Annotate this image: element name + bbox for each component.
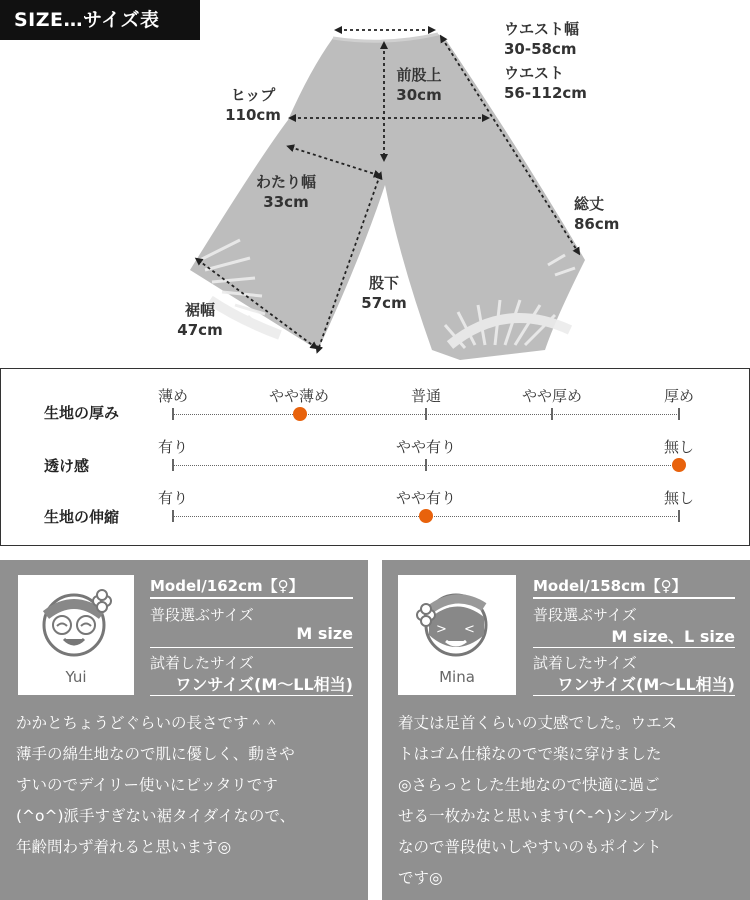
divider (533, 694, 735, 696)
divider (150, 646, 353, 648)
scale-label: やや薄め (268, 387, 330, 405)
hem-label: 裾幅 47cm (177, 301, 223, 339)
scale-label: 厚め (663, 387, 695, 405)
length-label: 総丈 86cm (574, 195, 620, 233)
scale-label: やや有り (395, 438, 457, 456)
waist-width-label: ウエスト幅 30-58cm (504, 20, 580, 58)
model-info: Model/162cm【♀】 (150, 575, 353, 599)
tried-size-value: ワンサイズ(M〜LL相当) (175, 675, 353, 694)
scale-label: やや厚め (521, 387, 583, 405)
scale-label: 普通 (410, 387, 442, 405)
transparency-label: 透け感 (44, 457, 90, 475)
front-rise-label: 前股上 30cm (396, 66, 442, 104)
thickness-label: 生地の厚み (44, 404, 120, 422)
model-name: Mina (439, 668, 475, 686)
stretch-label: 生地の伸縮 (44, 508, 120, 526)
model-info: Model/158cm【♀】 (533, 575, 735, 599)
page-title: SIZE…サイズ表 (0, 0, 200, 40)
transparency-marker (672, 458, 686, 472)
scale-tick (172, 510, 174, 522)
stretch-marker (419, 509, 433, 523)
thickness-marker (293, 407, 307, 421)
scale-label: 無し (663, 489, 695, 507)
scale-label: 薄め (157, 387, 189, 405)
scale-tick (172, 459, 174, 471)
scale-tick (425, 459, 427, 471)
model-name: Yui (65, 668, 87, 686)
inseam-label: 股下 57cm (361, 274, 407, 312)
tried-size-value: ワンサイズ(M〜LL相当) (557, 675, 735, 694)
scale-tick (425, 408, 427, 420)
thigh-label: わたり幅 33cm (255, 173, 316, 211)
usual-size-label: 普段選ぶサイズ (533, 606, 637, 624)
model-comment: 着丈は足首くらいの丈感でした。ウエス トはゴム仕様なのでで楽に穿けました ◎さらっとした生地なので快適に過ご せる一枚かなと思います(^-^)シンプル なので普段使いしやすいのもポイント です◎ (398, 714, 678, 887)
scale-label: 有り (157, 489, 189, 507)
usual-size-value: M size (296, 624, 353, 643)
tried-size-label: 試着したサイズ (533, 654, 637, 672)
usual-size-value: M size、L size (611, 627, 735, 646)
scale-tick (678, 510, 680, 522)
scale-label: 有り (157, 438, 189, 456)
svg-text:<: < (464, 622, 475, 637)
scale-tick (678, 408, 680, 420)
model-comment: かかとちょうどぐらいの長さです＾＾ 薄手の綿生地なので肌に優しく、動きや すいのでデイリー使いにピッタリです (^o^)派手すぎない裾タイダイなので、 年齢問わず着れると思います◎ (16, 714, 296, 856)
scale-label: やや有り (395, 489, 457, 507)
tried-size-label: 試着したサイズ (150, 654, 254, 672)
scale-label: 無し (663, 438, 695, 456)
scale-tick (172, 408, 174, 420)
usual-size-label: 普段選ぶサイズ (150, 606, 254, 624)
divider (533, 646, 735, 648)
scale-tick (551, 408, 553, 420)
hip-label: ヒップ 110cm (225, 86, 281, 124)
svg-text:>: > (436, 622, 447, 637)
waist-label: ウエスト 56-112cm (504, 64, 587, 102)
divider (150, 694, 353, 696)
